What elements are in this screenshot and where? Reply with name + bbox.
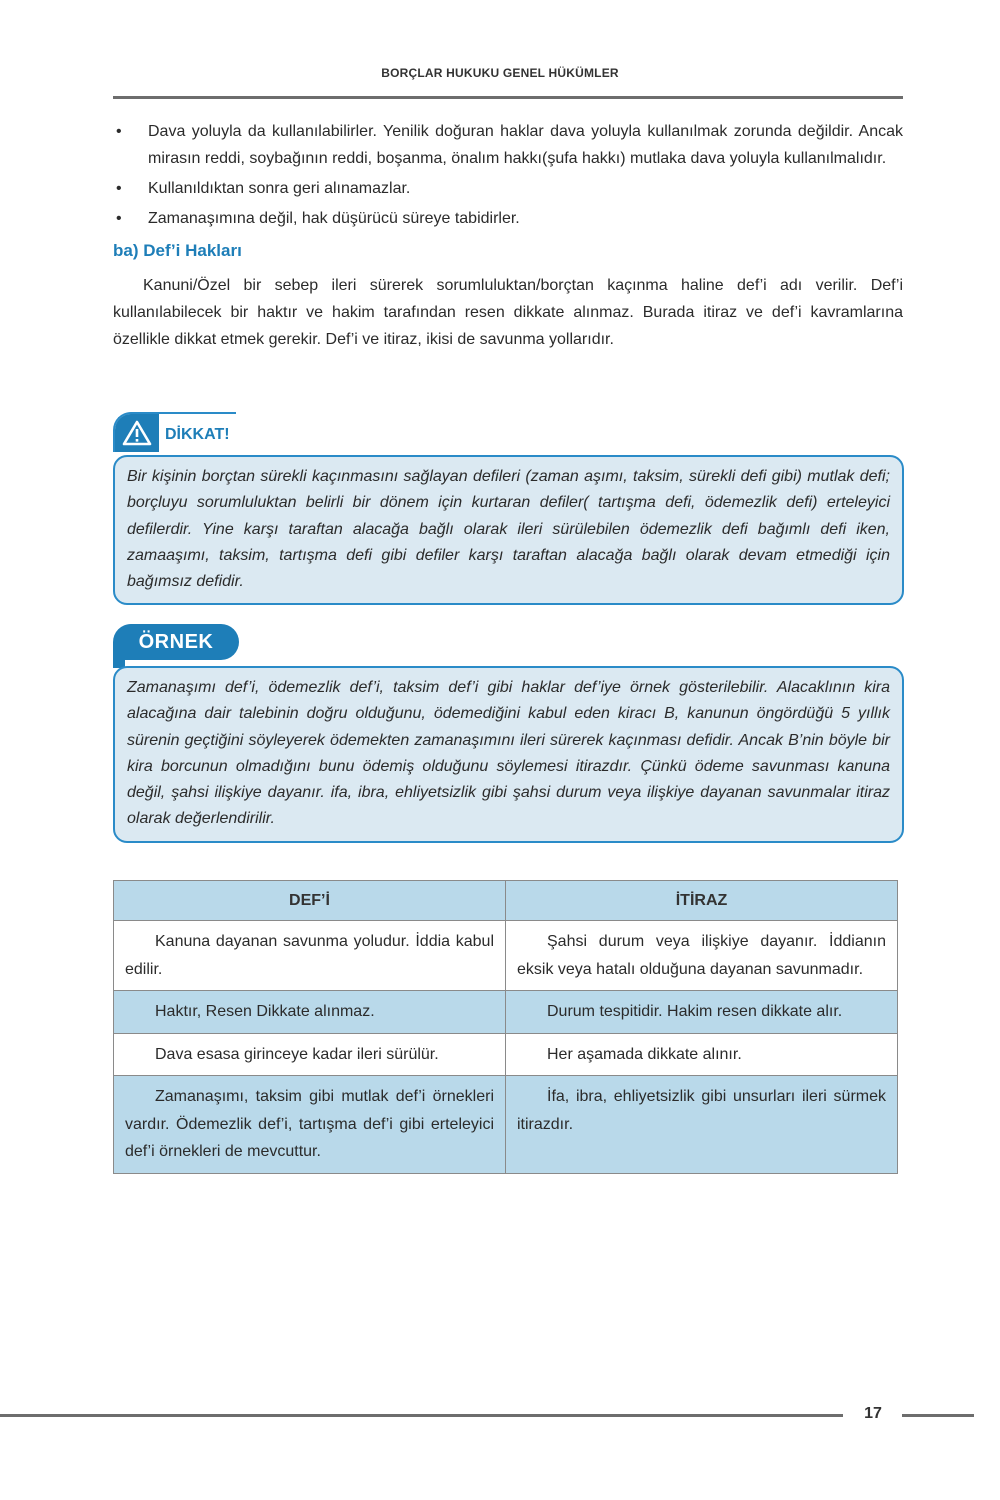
comparison-table [113,880,898,1174]
table-cell: İfa, ibra, ehliyetsizlik gibi unsurları ileri sürmek itirazdır. [506,1076,898,1174]
table-header-row [114,881,898,921]
list-item-text: Zamanaşımına değil, hak düşürücü süreye tabidirler. [148,210,520,227]
page-header-title: BORÇLAR HUKUKU GENEL HÜKÜMLER [381,66,619,80]
dikkat-box: Bir kişinin borçtan sürekli kaçınmasını sağlayan defileri (zaman aşımı, taksim, sürekli defi gibi) mutlak defi; borçluyu sorumluluktan belirli bir dönem için kurtaran defiler( tartışma defi, ödemezlik defi) erteleyici defilerdir. Yine karşı taraftan alacağa bağlı olarak ileri sürülebilen ödemezlik defi bağımlı defi iken, zamaaşımı, taksim, tartışma defi gibi defiler karşı taraftan alacağa bağlı olarak devam etmediği için bağımsız defidir. [113,455,904,605]
table-row [114,1033,898,1076]
list-item [113,175,903,202]
column-header-defi: DEF’İ [114,881,506,921]
table-cell: Her aşamada dikkate alınır. [506,1033,898,1076]
column-header-itiraz: İTİRAZ [506,881,898,921]
table-row [114,1076,898,1174]
table-row [114,991,898,1034]
list-item [113,205,903,232]
list-item-text: Dava yoluyla da kullanılabilirler. Yenilik doğuran haklar dava yoluyla kullanılmak zorunda değildir. Ancak mirasın reddi, soybağının reddi, boşanma, önalım hakkı(şufa hakkı) mutlaka dava yoluyla kullanılmalıdır. [148,123,903,167]
warning-icon [115,414,159,452]
section-paragraph: Kanuni/Özel bir sebep ileri sürerek sorumluluktan/borçtan kaçınma haline def’i adı verilir. Def’i kullanılabilecek bir haktır ve hakim tarafından resen dikkate alınmaz. Burada itiraz ve def’i kavramlarına özellikle dikkat etmek gerekir. Def’i ve itiraz, ikisi de savunma yollarıdır. [113,277,903,348]
dikkat-tab [113,412,236,452]
table-cell: Dava esasa girinceye kadar ileri sürülür. [114,1033,506,1076]
dikkat-label: DİKKAT! [165,426,230,443]
table-cell: Zamanaşımı, taksim gibi mutlak def’i örnekleri vardır. Ödemezlik def’i, tartışma def’i gibi erteleyici def’i örnekleri de mevcuttur. [114,1076,506,1174]
bullet-list [113,118,903,232]
footer-divider-left [0,1414,843,1417]
list-item-text: Kullanıldıktan sonra geri alınamazlar. [148,180,411,197]
table-cell: Şahsi durum veya ilişkiye dayanır. İddianın eksik veya hatalı olduğuna dayanan savunmadır. [506,921,898,991]
footer-divider-right [902,1414,974,1417]
bullet-symbol: • [116,180,122,197]
table-cell: Kanuna dayanan savunma yoludur. İddia kabul edilir. [114,921,506,991]
table-cell: Durum tespitidir. Hakim resen dikkate alır. [506,991,898,1034]
ornek-tab: ÖRNEK [113,624,239,660]
header-divider [113,96,903,99]
bullet-symbol: • [116,123,122,140]
bullet-symbol: • [116,210,122,227]
list-item [113,118,903,172]
main-content [113,118,903,353]
page-number: 17 [864,1405,882,1422]
table-cell: Haktır, Resen Dikkate alınmaz. [114,991,506,1034]
section-heading: ba) Def’i Hakları [113,241,242,260]
table-row [114,921,898,991]
ornek-box: Zamanaşımı def’i, ödemezlik def’i, taksim def’i gibi haklar def’iye örnek gösterilebilir. Alacaklının kira alacağına dair talebinin doğru olduğunu, ödemediğini kabul eden kiracı B, kanunun öngördüğü 5 yıllık sürenin geçtiğini söyleyerek ödemekten zamanaşımını ileri sürerek kaçınması defidir. Ancak B’nin böyle bir kira borcunun olmadığını bunu ödemiş olduğunu söylemesi itirazdır. Çünkü ödeme savunması kanuna değil, şahsi ilişkiye dayanır. ifa, ibra, ehliyetsizlik gibi şahsi durum veya ilişkiye dayanan savunmalar itiraz olarak değerlendirilir. [113,666,904,843]
